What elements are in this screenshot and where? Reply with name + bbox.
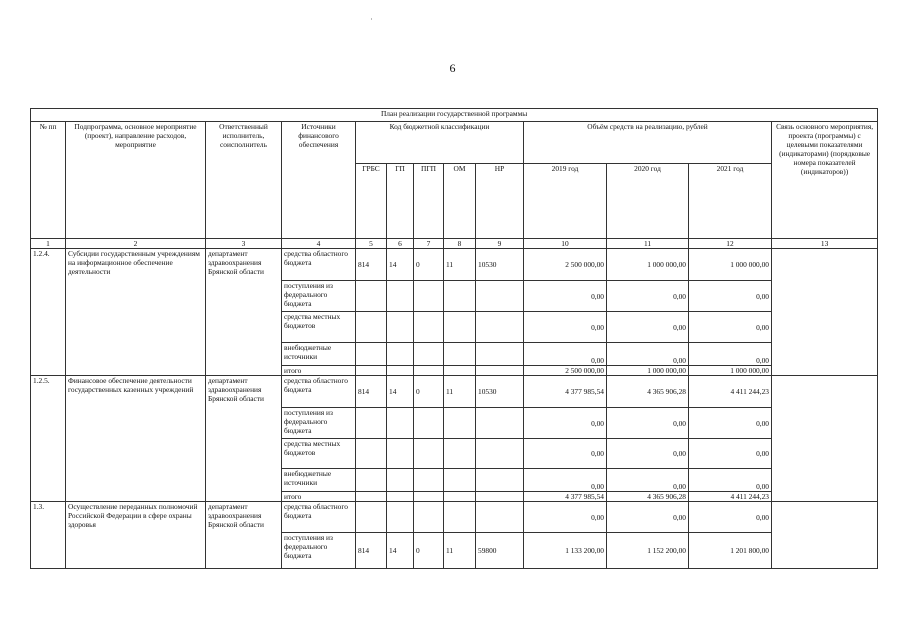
code-grbs xyxy=(356,439,387,469)
header-gp: ГП xyxy=(387,164,414,239)
value-2020: 4 365 906,28 xyxy=(607,376,689,408)
code-nr: 10530 xyxy=(476,249,524,281)
value-2020: 0,00 xyxy=(607,343,689,366)
header-sources: Источники финансового обеспечения xyxy=(282,122,356,239)
header-executor: Ответственный исполнитель, соисполнитель xyxy=(206,122,282,239)
row-number: 1.2.5. xyxy=(31,376,66,502)
value-2021: 0,00 xyxy=(689,469,772,492)
code-grbs: 814 xyxy=(356,533,387,569)
code-grbs xyxy=(356,366,387,376)
header-nr: НР xyxy=(476,164,524,239)
value-2021: 1 201 800,00 xyxy=(689,533,772,569)
code-om xyxy=(444,492,476,502)
table-row xyxy=(31,249,878,281)
header-om: ОМ xyxy=(444,164,476,239)
measure-name: Осуществление переданных полномочий Российской Федерации в сфере охраны здоровья xyxy=(66,502,206,569)
code-pgp xyxy=(414,439,444,469)
value-2021: 4 411 244,23 xyxy=(689,376,772,408)
row-number: 1.3. xyxy=(31,502,66,569)
code-om: 11 xyxy=(444,533,476,569)
code-gp xyxy=(387,312,414,343)
column-number: 9 xyxy=(476,239,524,249)
table-row xyxy=(31,376,878,408)
value-2021: 1 000 000,00 xyxy=(689,249,772,281)
code-pgp xyxy=(414,408,444,439)
code-nr xyxy=(476,281,524,312)
executor: департамент здравоохранения Брянской области xyxy=(206,502,282,569)
executor: департамент здравоохранения Брянской области xyxy=(206,376,282,502)
header-subprogram: Подпрограмма, основное мероприятие (проект), направление расходов, мероприятие xyxy=(66,122,206,239)
header-funds: Объём средств на реализацию, рублей xyxy=(524,122,772,164)
value-2019: 1 133 200,00 xyxy=(524,533,607,569)
value-2019: 4 377 985,54 xyxy=(524,376,607,408)
code-pgp xyxy=(414,312,444,343)
code-om xyxy=(444,469,476,492)
code-grbs xyxy=(356,492,387,502)
column-number: 11 xyxy=(607,239,689,249)
code-om xyxy=(444,502,476,533)
column-number: 8 xyxy=(444,239,476,249)
funding-source: средства областного бюджета xyxy=(282,376,356,408)
code-gp xyxy=(387,492,414,502)
value-2019: 0,00 xyxy=(524,439,607,469)
code-gp xyxy=(387,281,414,312)
indicator-link xyxy=(772,249,878,376)
column-number: 7 xyxy=(414,239,444,249)
funding-source: внебюджетные источники xyxy=(282,343,356,366)
code-om: 11 xyxy=(444,376,476,408)
code-nr: 59800 xyxy=(476,533,524,569)
code-grbs xyxy=(356,281,387,312)
code-gp: 14 xyxy=(387,249,414,281)
value-2021: 0,00 xyxy=(689,502,772,533)
value-2020: 0,00 xyxy=(607,281,689,312)
row-number: 1.2.4. xyxy=(31,249,66,376)
value-2019: 0,00 xyxy=(524,469,607,492)
column-number: 1 xyxy=(31,239,66,249)
value-2020: 0,00 xyxy=(607,502,689,533)
column-number: 6 xyxy=(387,239,414,249)
funding-source: поступления из федерального бюджета xyxy=(282,408,356,439)
code-grbs: 814 xyxy=(356,376,387,408)
code-nr: 10530 xyxy=(476,376,524,408)
code-nr xyxy=(476,469,524,492)
column-number: 10 xyxy=(524,239,607,249)
measure-name: Субсидии государственным учреждениям на информационное обеспечение деятельности xyxy=(66,249,206,376)
value-2020: 0,00 xyxy=(607,469,689,492)
funding-source: средства местных бюджетов xyxy=(282,439,356,469)
code-gp xyxy=(387,439,414,469)
code-pgp: 0 xyxy=(414,533,444,569)
code-nr xyxy=(476,439,524,469)
code-nr xyxy=(476,343,524,366)
measure-name: Финансовое обеспечение деятельности государственных казенных учреждений xyxy=(66,376,206,502)
code-gp xyxy=(387,408,414,439)
column-number: 13 xyxy=(772,239,878,249)
value-2019: 0,00 xyxy=(524,281,607,312)
header-2019: 2019 год xyxy=(524,164,607,239)
value-2020: 1 152 200,00 xyxy=(607,533,689,569)
funding-source: средства местных бюджетов xyxy=(282,312,356,343)
column-number: 4 xyxy=(282,239,356,249)
code-pgp xyxy=(414,492,444,502)
total-2020: 4 365 906,28 xyxy=(607,492,689,502)
column-number: 2 xyxy=(66,239,206,249)
header-no: № пп xyxy=(31,122,66,239)
code-gp xyxy=(387,343,414,366)
total-2020: 1 000 000,00 xyxy=(607,366,689,376)
indicator-link xyxy=(772,376,878,502)
value-2020: 0,00 xyxy=(607,439,689,469)
code-nr xyxy=(476,502,524,533)
funding-source: средства областного бюджета xyxy=(282,249,356,281)
value-2021: 0,00 xyxy=(689,439,772,469)
code-pgp xyxy=(414,281,444,312)
column-number: 5 xyxy=(356,239,387,249)
program-plan-table xyxy=(30,108,878,569)
code-gp xyxy=(387,502,414,533)
code-gp: 14 xyxy=(387,376,414,408)
code-nr xyxy=(476,366,524,376)
value-2021: 0,00 xyxy=(689,343,772,366)
funding-source: внебюджетные источники xyxy=(282,469,356,492)
code-nr xyxy=(476,492,524,502)
total-2019: 2 500 000,00 xyxy=(524,366,607,376)
funding-source: поступления из федерального бюджета xyxy=(282,281,356,312)
value-2019: 0,00 xyxy=(524,408,607,439)
code-pgp xyxy=(414,366,444,376)
code-grbs xyxy=(356,343,387,366)
total-2021: 4 411 244,23 xyxy=(689,492,772,502)
executor: департамент здравоохранения Брянской области xyxy=(206,249,282,376)
code-om xyxy=(444,366,476,376)
funding-source: поступления из федерального бюджета xyxy=(282,533,356,569)
page-number: 6 xyxy=(449,61,456,75)
code-gp: 14 xyxy=(387,533,414,569)
code-grbs: 814 xyxy=(356,249,387,281)
code-om xyxy=(444,439,476,469)
column-number: 3 xyxy=(206,239,282,249)
code-grbs xyxy=(356,312,387,343)
code-nr xyxy=(476,312,524,343)
header-pgp: ПГП xyxy=(414,164,444,239)
header-2020: 2020 год xyxy=(607,164,689,239)
value-2021: 0,00 xyxy=(689,408,772,439)
code-om xyxy=(444,312,476,343)
total-label: итого xyxy=(282,366,356,376)
header-grbs: ГРБС xyxy=(356,164,387,239)
table-row xyxy=(31,502,878,533)
value-2020: 0,00 xyxy=(607,408,689,439)
header-link: Связь основного мероприятия, проекта (программы) с целевыми показателями (индикаторами) (порядковые номера показателей (индикаторов)) xyxy=(772,122,878,239)
code-om: 11 xyxy=(444,249,476,281)
code-pgp: 0 xyxy=(414,376,444,408)
total-label: итого xyxy=(282,492,356,502)
code-om xyxy=(444,343,476,366)
total-2021: 1 000 000,00 xyxy=(689,366,772,376)
funding-source: средства областного бюджета xyxy=(282,502,356,533)
code-gp xyxy=(387,469,414,492)
code-grbs xyxy=(356,408,387,439)
value-2019: 2 500 000,00 xyxy=(524,249,607,281)
code-pgp: 0 xyxy=(414,249,444,281)
code-pgp xyxy=(414,502,444,533)
code-om xyxy=(444,408,476,439)
code-grbs xyxy=(356,502,387,533)
code-gp xyxy=(387,366,414,376)
value-2020: 1 000 000,00 xyxy=(607,249,689,281)
header-2021: 2021 год xyxy=(689,164,772,239)
value-2021: 0,00 xyxy=(689,281,772,312)
code-pgp xyxy=(414,469,444,492)
table-title: План реализации государственной программы xyxy=(31,109,878,122)
scan-mark xyxy=(371,18,372,20)
total-2019: 4 377 985,54 xyxy=(524,492,607,502)
code-nr xyxy=(476,408,524,439)
value-2020: 0,00 xyxy=(607,312,689,343)
indicator-link xyxy=(772,502,878,569)
code-pgp xyxy=(414,343,444,366)
value-2019: 0,00 xyxy=(524,312,607,343)
header-budget-code: Код бюджетной классификации xyxy=(356,122,524,164)
code-om xyxy=(444,281,476,312)
code-grbs xyxy=(356,469,387,492)
value-2021: 0,00 xyxy=(689,312,772,343)
column-number: 12 xyxy=(689,239,772,249)
value-2019: 0,00 xyxy=(524,343,607,366)
value-2019: 0,00 xyxy=(524,502,607,533)
